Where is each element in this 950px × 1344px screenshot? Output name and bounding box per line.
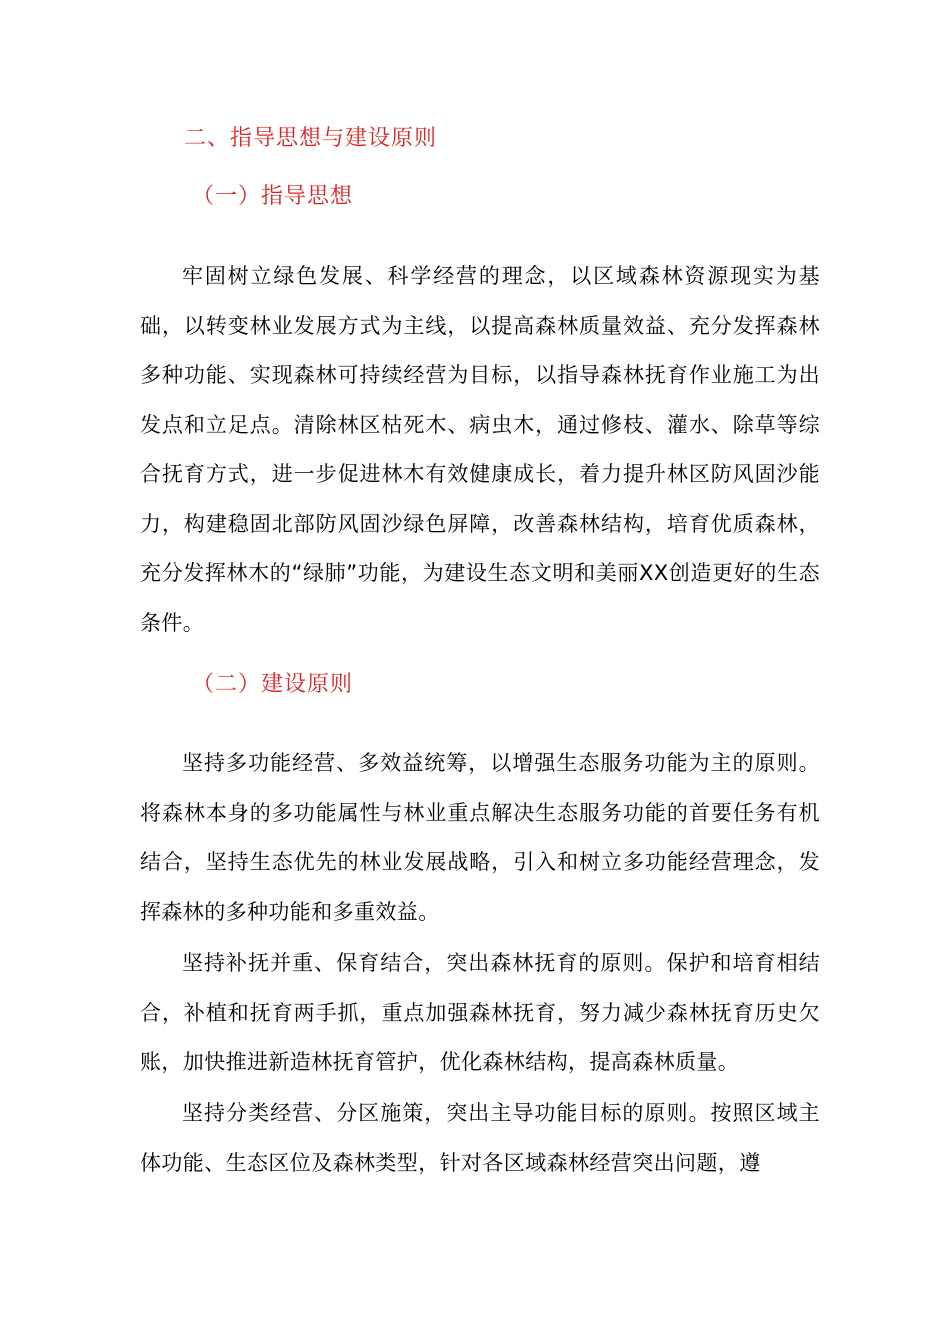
subsection-heading-construction-principles: （二）建设原则 (192, 672, 354, 697)
subsection-heading-guiding-ideology: （一）指导思想 (192, 184, 354, 209)
paragraph-guiding-ideology: 牢固树立绿色发展、科学经营的理念，以区域森林资源现实为基础，以转变林业发展方式为主线，以提高森林质量效益、充分发挥森林多种功能、实现森林可持续经营为目标，以指导森林抚育作业施工为出发点和立足点。清除林区枯死木、病虫木，通过修枝、灌水、除草等综合抚育方式，进一步促进林木有效健康成长，着力提升林区防风固沙能力，构建稳固北部防风固沙绿色屏障，改善森林结构，培育优质森林，充分发挥林木的“绿肺”功能，为建设生态文明和美丽XX创造更好的生态条件。 (140, 264, 820, 635)
paragraph-principle-tending: 坚持补抚并重、保育结合，突出森林抚育的原则。保护和培育相结合，补植和抚育两手抓，重点加强森林抚育，努力减少森林抚育历史欠账，加快推进新造林抚育管护，优化森林结构，提高森林质量。 (140, 951, 820, 1074)
paragraph-principle-multifunction: 坚持多功能经营、多效益统筹，以增强生态服务功能为主的原则。将森林本身的多功能属性与林业重点解决生态服务功能的首要任务有机结合，坚持生态优先的林业发展战略，引入和树立多功能经营理念，发挥森林的多种功能和多重效益。 (140, 751, 820, 924)
paragraph-principle-classification: 坚持分类经营、分区施策，突出主导功能目标的原则。按照区域主体功能、生态区位及森林类型，针对各区域森林经营突出问题，遵 (140, 1101, 820, 1175)
section-heading: 二、指导思想与建设原则 (184, 126, 438, 151)
